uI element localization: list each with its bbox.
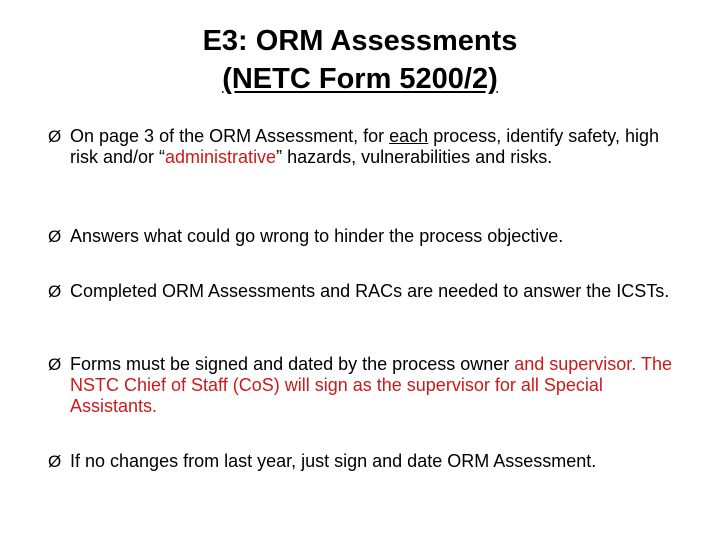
bullet-4-part-1: Forms must be signed and dated by the process owner bbox=[70, 354, 515, 374]
bullet-text-4 bbox=[48, 354, 688, 417]
bullet-text-5: If no changes from last year, just sign and date ORM Assessment. bbox=[70, 451, 597, 471]
title-line-2: (NETC Form 5200/2) bbox=[222, 63, 498, 95]
bullet-item-2 bbox=[48, 226, 688, 247]
bullet-1-emphasis-administrative: administrative bbox=[165, 147, 277, 167]
slide-title bbox=[0, 22, 720, 98]
arrow-bullet-icon: Ø bbox=[48, 452, 62, 471]
bullet-4-red-text: and supervisor. The NSTC Chief of Staff (CoS) will sign as the supervisor for all Special Assistants. bbox=[70, 354, 672, 416]
bullet-text-3: Completed ORM Assessments and RACs are needed to answer the ICSTs. bbox=[70, 281, 670, 301]
bullet-text-2: Answers what could go wrong to hinder the process objective. bbox=[70, 226, 564, 246]
bullet-item-4 bbox=[48, 354, 688, 417]
bullet-1-part-3: process, identify safety, high risk and/or “ bbox=[70, 126, 659, 167]
bullet-text-1 bbox=[48, 126, 688, 168]
bullet-item-1 bbox=[48, 126, 688, 168]
bullet-1-emphasis-each: each bbox=[389, 126, 429, 146]
bullet-item-5 bbox=[48, 451, 688, 472]
arrow-bullet-icon: Ø bbox=[48, 227, 62, 246]
bullet-1-part-1: On page 3 of the ORM Assessment, for bbox=[70, 126, 390, 146]
arrow-bullet-icon: Ø bbox=[48, 127, 62, 146]
bullet-1-part-5: ” hazards, vulnerabilities and risks. bbox=[276, 147, 553, 167]
bullet-item-3 bbox=[48, 281, 688, 302]
arrow-bullet-icon: Ø bbox=[48, 355, 62, 374]
title-line-1: E3: ORM Assessments bbox=[202, 25, 518, 57]
arrow-bullet-icon: Ø bbox=[48, 282, 62, 301]
